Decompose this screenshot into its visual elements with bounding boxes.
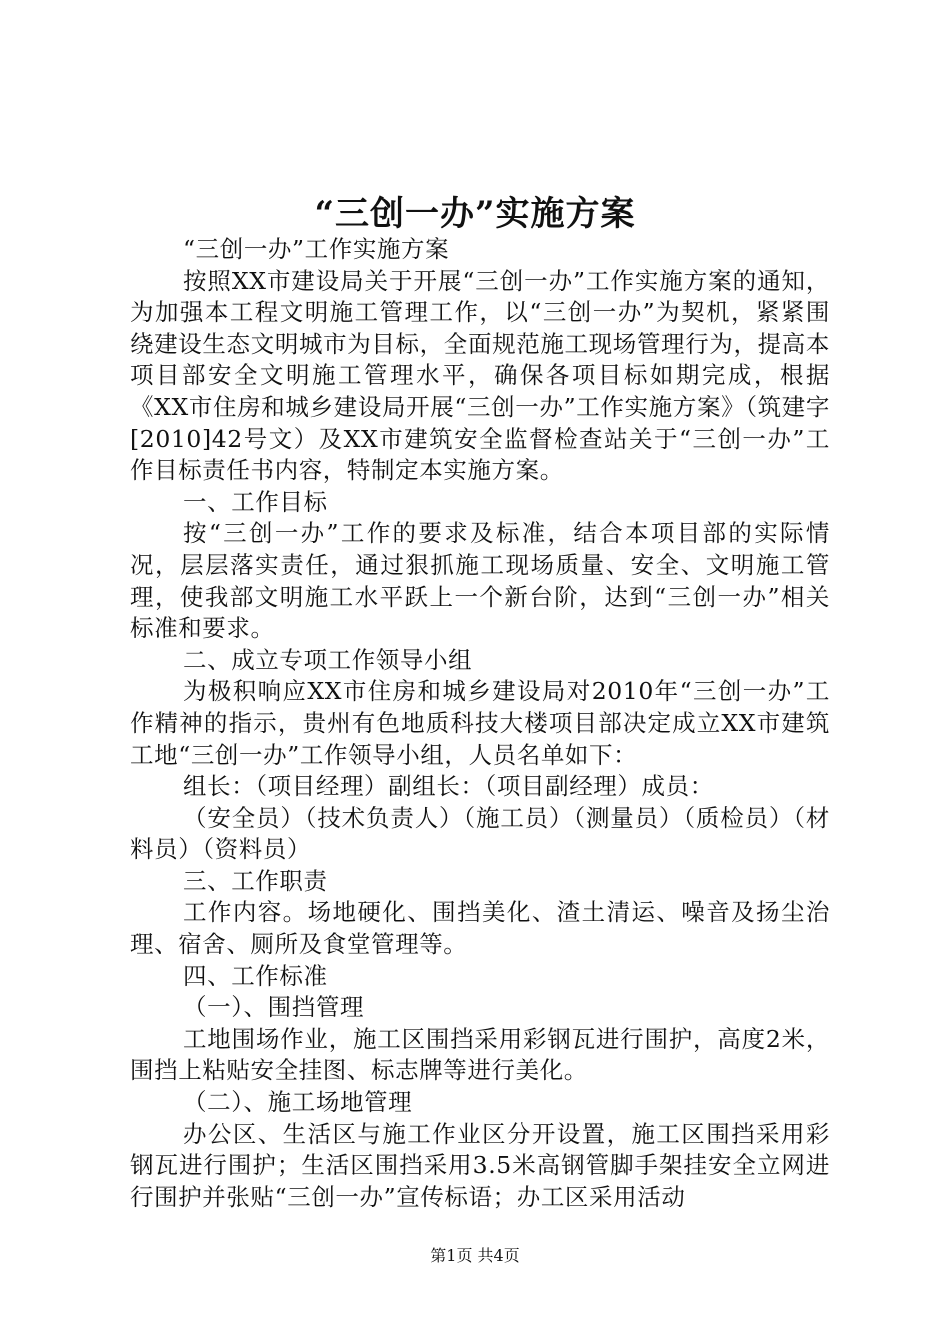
paragraph: 办公区、生活区与施工作业区分开设置，施工区围挡采用彩钢瓦进行围护；生活区围挡采用3.5米高钢管脚手架挂安全立网进行围护并张贴“三创一办”宣传标语；办工区采用活动	[130, 1119, 830, 1211]
subsection-heading: （二）、施工场地管理	[183, 1088, 413, 1117]
paragraph: “三创一办”工作实施方案	[183, 235, 450, 263]
paragraph: 工作内容。场地硬化、围挡美化、渣土清运、噪音及扬尘治理、宿舍、厕所及食堂管理等。	[130, 898, 830, 959]
section-heading: 三、工作职责	[183, 866, 328, 895]
paragraph: 按照XX市建设局关于开展“三创一办”工作实施方案的通知，为加强本工程文明施工管理工作，以“三创一办”为契机，紧紧围绕建设生态文明城市为目标，全面规范施工现场管理行为，提高本项目部安全文明施工管理水平，确保各项目标如期完成，根据《XX市住房和城乡建设局开展“三创一办”工作实施方案》（筑建字[2010]42号文）及XX市建筑安全监督检查站关于“三创一办”工作目标责任书内容，特制定本实施方案。	[130, 266, 830, 485]
paragraph: 按“三创一办”工作的要求及标准，结合本项目部的实际情况，层层落实责任，通过狠抓施工现场质量、安全、文明施工管理，使我部文明施工水平跃上一个新台阶，达到“三创一办”相关标准和要求。	[130, 519, 830, 643]
paragraph: 组长：（项目经理）副组长：（项目副经理）成员：	[183, 772, 714, 801]
document-body	[130, 234, 830, 1213]
subsection-heading: （一）、围挡管理	[183, 993, 365, 1022]
paragraph: 为极积响应XX市住房和城乡建设局对2010年“三创一办”工作精神的指示，贵州有色地质科技大楼项目部决定成立XX市建筑工地“三创一办”工作领导小组，人员名单如下：	[130, 677, 830, 769]
section-heading: 一、工作目标	[183, 487, 328, 516]
document-title: “三创一办”实施方案	[314, 194, 636, 234]
section-heading: 四、工作标准	[183, 961, 328, 990]
paragraph: （安全员）（技术负责人）（施工员）（测量员）（质检员）（材料员）（资料员）	[130, 803, 830, 864]
page-footer: 第1页 共4页	[430, 1246, 520, 1265]
section-heading: 二、成立专项工作领导小组	[183, 645, 473, 674]
paragraph: 工地围场作业，施工区围挡采用彩钢瓦进行围护，高度2米，围挡上粘贴安全挂图、标志牌等进行美化。	[130, 1024, 830, 1085]
